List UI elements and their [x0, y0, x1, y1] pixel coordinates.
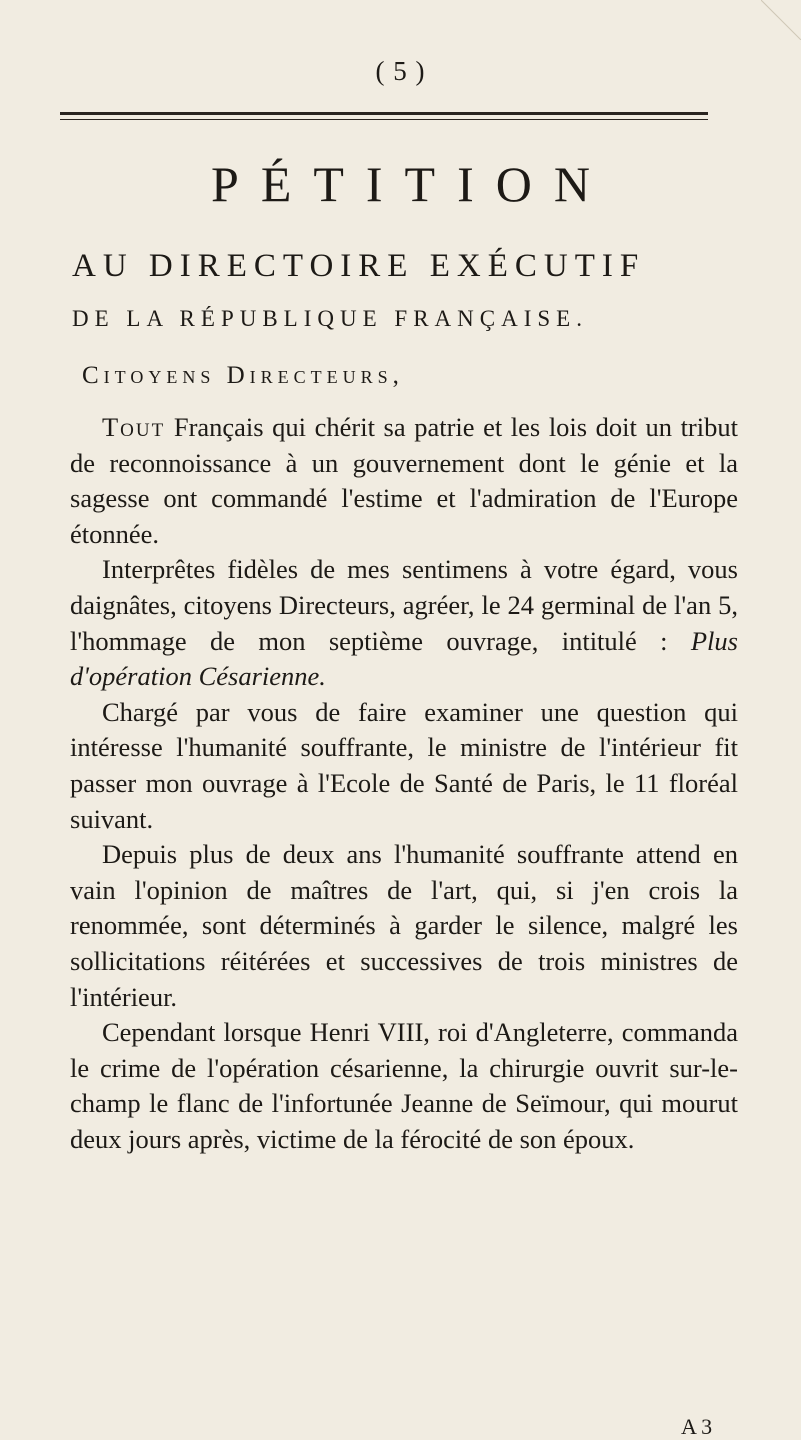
paragraph-text: Chargé par vous de faire examiner une question qui intéresse l'humanité souffrante, le ministre de l'intérieur fit passer mon ouvrage à l'Ecole de Santé de Paris, le 11 floréal suivant.	[70, 696, 738, 834]
paragraph	[70, 410, 738, 552]
body-text	[70, 410, 738, 1157]
header-rule	[60, 112, 708, 115]
paragraph-text: Interprêtes fidèles de mes sentimens à votre égard, vous daignâtes, citoyens Directeurs, agréer, le 24 germinal de l'an 5, l'hommage de mon septième ouvrage, intitulé :	[70, 554, 738, 656]
document-title: PÉTITION	[211, 156, 612, 212]
document-subtitle: AU DIRECTOIRE EXÉCUTIF	[72, 248, 646, 284]
paragraph	[70, 1015, 738, 1157]
page-corner-crease	[761, 0, 801, 40]
paragraph-text: Depuis plus de deux ans l'humanité souffrante attend en vain l'opinion de maîtres de l'art, qui, si j'en crois la renommée, sont déterminés à garder le silence, malgré les sollicitations réitérées et successives de trois ministres de l'intérieur.	[70, 839, 738, 1012]
book-title: Plus d'opération Césarienne.	[70, 625, 738, 692]
paragraph-text: Cependant lorsque Henri VIII, roi d'Angleterre, commanda le crime de l'opération césarienne, la chirurgie ouvrit sur-le-champ le flanc de l'infortunée Jeanne de Seïmour, qui mourut deux jours après, victime de la férocité de son époux.	[70, 1017, 738, 1154]
page-number: ( 5 )	[375, 56, 426, 86]
salutation: Citoyens Directeurs,	[82, 362, 404, 389]
signature-mark: A 3	[681, 1414, 713, 1439]
paragraph	[70, 552, 738, 694]
paragraph	[70, 695, 738, 837]
paragraph-first-word: Tout	[102, 412, 166, 442]
document-subtitle-secondary: DE LA RÉPUBLIQUE FRANÇAISE.	[72, 306, 588, 331]
paragraph	[70, 837, 738, 1015]
paragraph-text: Français qui chérit sa patrie et les lois doit un tribut de reconnoissance à un gouvernement dont le génie et la sagesse ont commandé l'estime et l'admiration de l'Europe étonnée.	[70, 412, 738, 549]
